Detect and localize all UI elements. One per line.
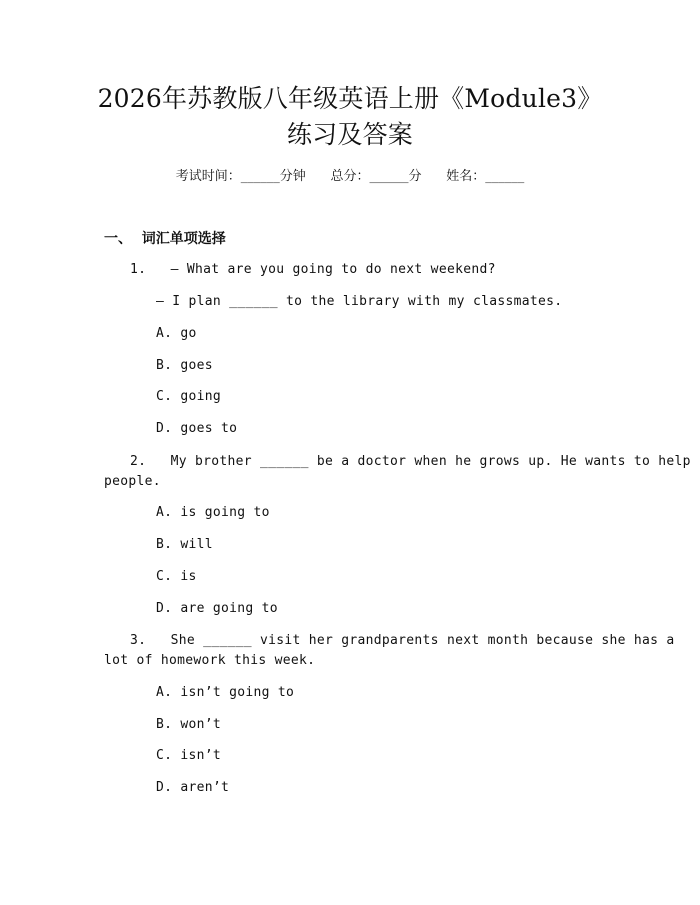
question-3-line2: lot of homework this week. <box>104 653 316 668</box>
question-3-option-b: B. won’t <box>156 717 222 732</box>
document-title-line2: 练习及答案 <box>286 120 413 149</box>
exam-info-line: 考试时间：______分钟 总分：______分 姓名：______ <box>175 169 525 184</box>
question-3-option-d: D. aren’t <box>156 780 230 795</box>
question-2-option-a: A. is going to <box>156 505 270 520</box>
question-1-option-a: A. go <box>156 326 197 341</box>
question-3-option-a: A. isn’t going to <box>156 685 295 700</box>
question-2-option-d: D. are going to <box>156 601 278 616</box>
question-1-line2: — I plan ______ to the library with my classmates. <box>156 294 563 309</box>
question-1-option-d: D. goes to <box>156 421 238 436</box>
question-1-option-c: C. going <box>156 389 222 404</box>
question-2-option-b: B. will <box>156 537 213 552</box>
question-1-line1: 1. — What are you going to do next weekend? <box>130 262 496 277</box>
section-heading: 一、 词汇单项选择 <box>104 231 226 247</box>
question-1-option-b: B. goes <box>156 358 213 373</box>
question-3-option-c: C. isn’t <box>156 748 222 763</box>
question-2-line1: 2. My brother ______ be a doctor when he grows up. He wants to help <box>130 454 691 469</box>
question-3-line1: 3. She ______ visit her grandparents next month because she has a <box>130 633 675 648</box>
question-2-option-c: C. is <box>156 569 197 584</box>
document-title-line1: 2026年苏教版八年级英语上册《Module3》 <box>97 84 603 113</box>
question-2-line2: people. <box>104 474 161 489</box>
